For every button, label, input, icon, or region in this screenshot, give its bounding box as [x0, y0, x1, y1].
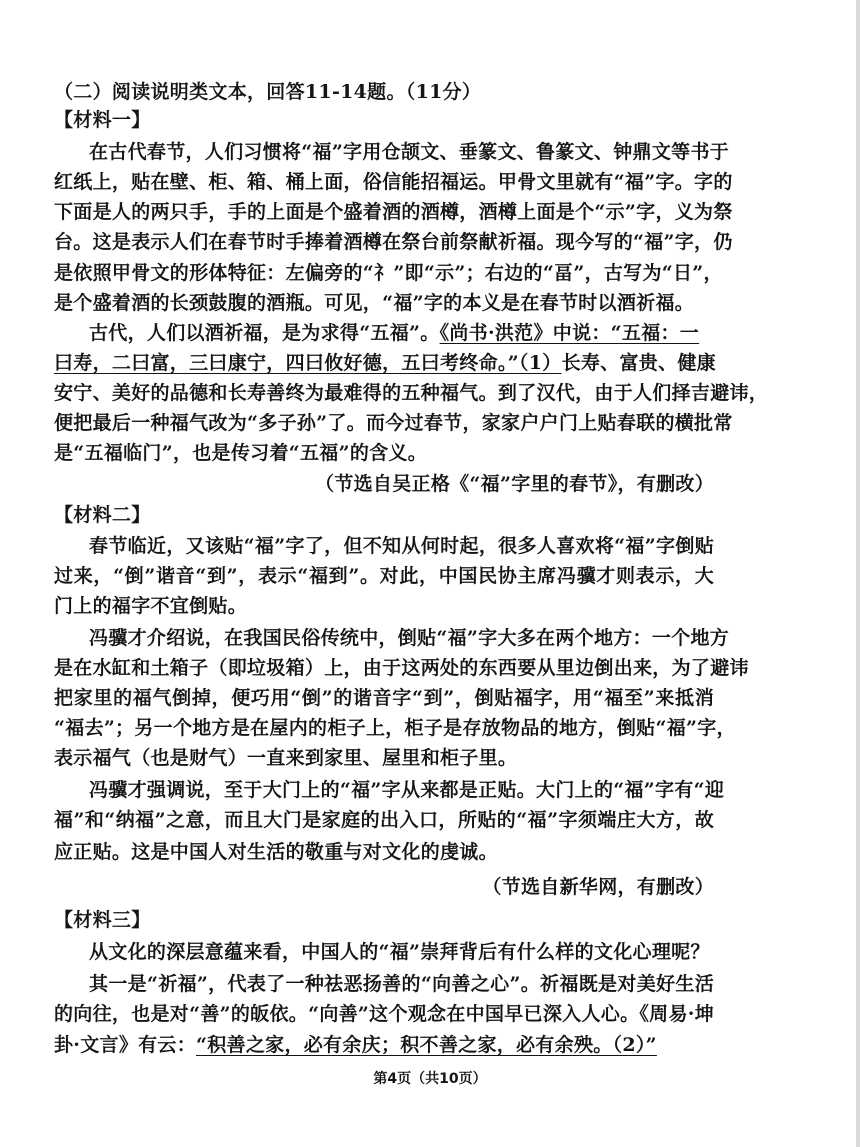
paragraph-line: 是“五福临门”，也是传习着“五福”的含义。: [54, 442, 428, 464]
paragraph-line: 其一是“祈福”，代表了一种祛恶扬善的“向善之心”。祈福既是对美好生活: [89, 973, 714, 995]
paragraph-line: 春节临近，又该贴“福”字了，但不知从何时起，很多人喜欢将“福”字倒贴: [89, 535, 714, 557]
underlined-quote: 《尚书·洪范》中说：“五福：一: [439, 322, 700, 344]
material-2-heading: 【材料二】: [54, 504, 151, 526]
source-citation: （节选自吴正格《“福”字里的春节》，有删改）: [315, 473, 714, 495]
paragraph-text: 古代，人们以酒祈福，是为求得“五福”。: [89, 322, 440, 344]
paragraph-line: 便把最后一种福气改为“多子孙”了。而今过春节，家家户户门上贴春联的横批常: [54, 412, 733, 434]
paragraph-line: [54, 1031, 714, 1059]
paragraph-line: 门上的福字不宜倒贴。: [54, 595, 248, 617]
section-title: （二）阅读说明类文本，回答11-14题。（11分）: [54, 81, 482, 103]
paragraph-line: 福”和“纳福”之意，而且大门是家庭的出入口，所贴的“福”字须端庄大方，故: [54, 809, 714, 831]
paragraph-line: 台。这是表示人们在春节时手捧着酒樽在祭台前祭献祈福。现今写的“福”字，仍: [54, 231, 733, 253]
paragraph-line: 在古代春节，人们习惯将“福”字用仓颉文、垂篆文、鲁篆文、钟鼎文等书于: [89, 141, 730, 163]
page-number-footer: 第4页（共10页）: [373, 1071, 487, 1087]
paragraph-line: 过来，“倒”谐音“到”，表示“福到”。对此，中国民协主席冯骥才则表示，大: [54, 565, 714, 587]
paragraph-line: 冯骥才介绍说，在我国民俗传统中，倒贴“福”字大多在两个地方：一个地方: [89, 627, 730, 649]
paragraph-line: “福去”；另一个地方是在屋内的柜子上，柜子是存放物品的地方，倒贴“福”字，: [54, 717, 736, 739]
paragraph-line: 下面是人的两只手，手的上面是个盛着酒的酒樽，酒樽上面是个“示”字，义为祭: [54, 201, 733, 223]
material-3-heading: 【材料三】: [54, 909, 151, 931]
paragraph-line: [89, 319, 714, 347]
paragraph-line: [54, 349, 714, 377]
paragraph-line: 把家里的福气倒掉，便巧用“倒”的谐音字“到”，倒贴福字，用“福至”来抵消: [54, 687, 714, 709]
paragraph-line: 红纸上，贴在壁、柜、箱、桶上面，俗信能招福运。甲骨文里就有“福”字。字的: [54, 171, 733, 193]
paragraph-line: 应正贴。这是中国人对生活的敬重与对文化的虔诚。: [54, 841, 498, 863]
underlined-quote: “积善之家，必有余庆；积不善之家，必有余殃。（2）”: [196, 1034, 657, 1056]
source-citation: （节选自新华网，有删改）: [482, 876, 714, 898]
paragraph-text: 长寿、富贵、健康: [561, 352, 716, 374]
paragraph-line: 是依照甲骨文的形体特征：左偏旁的“礻”即“示”；右边的“畐”，古写为“日”，: [54, 262, 723, 284]
paragraph-line: 是个盛着酒的长颈鼓腹的酒瓶。可见，“福”字的本义是在春节时以酒祈福。: [54, 292, 695, 314]
paragraph-line: 冯骥才强调说，至于大门上的“福”字从来都是正贴。大门上的“福”字有“迎: [89, 779, 725, 801]
paragraph-line: 的向往，也是对“善”的皈依。“向善”这个观念在中国早已深入人心。《周易·坤: [54, 1003, 714, 1025]
paragraph-text: 卦·文言》有云：: [54, 1034, 197, 1056]
paragraph-line: 表示福气（也是财气）一直来到家里、屋里和柜子里。: [54, 747, 518, 769]
page-edge-shadow: [856, 0, 860, 1147]
paragraph-line: 从文化的深层意蕴来看，中国人的“福”崇拜背后有什么样的文化心理呢？: [89, 941, 710, 963]
underlined-quote: 曰寿，二曰富，三曰康宁，四曰攸好德，五曰考终命。”（1）: [54, 352, 562, 374]
material-1-heading: 【材料一】: [54, 109, 151, 131]
paragraph-line: 是在水缸和土箱子（即垃圾箱）上，由于这两处的东西要从里边倒出来，为了避讳: [54, 657, 749, 679]
paragraph-line: 安宁、美好的品德和长寿善终为最难得的五种福气。到了汉代，由于人们择吉避讳，: [54, 382, 769, 404]
